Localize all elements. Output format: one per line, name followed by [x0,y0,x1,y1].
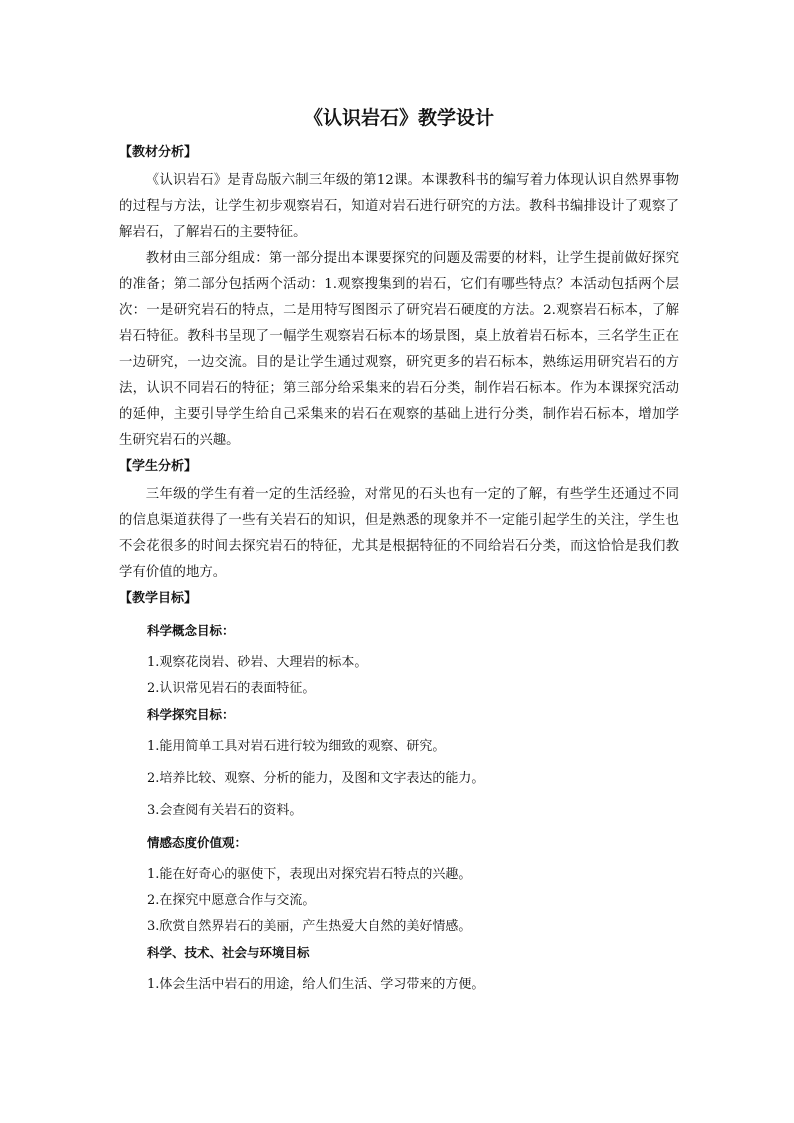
subheading-concept-goals: 科学概念目标： [147,623,235,638]
section-heading-student-analysis: 【学生分析】 [119,459,198,474]
list-item: 2.培养比较、观察、分析的能力，及图和文字表达的能力。 [147,771,485,786]
paragraph: 三年级的学生有着一定的生活经验，对常见的石头也有一定的了解，有些学生还通过不同的信息渠道获得了一些有关岩石的知识，但是熟悉的现象并不一定能引起学生的关注，学生也不会花很多的时间去探究岩石的特征，尤其是根据特征的不同给岩石分类，而这恰恰是我们教学有价值的地方。 [119,487,679,580]
list-item: 3.欣赏自然界岩石的美丽，产生热爱大自然的美好情感。 [147,919,472,934]
list-item: 1.观察花岗岩、砂岩、大理岩的标本。 [147,655,368,670]
paragraph: 《认识岩石》是青岛版六制三年级的第12课。本课教科书的编写着力体现认识自然界事物的过程与方法，让学生初步观察岩石，知道对岩石进行研究的方法。教科书编排设计了观察了解岩石，了解岩石的主要特征。 [119,173,679,240]
section-heading-textbook-analysis: 【教材分析】 [119,145,198,160]
document-title: 《认识岩石》教学设计 [303,107,494,129]
subheading-sts-goals: 科学、技术、社会与环境目标 [147,945,310,960]
list-item: 1.能在好奇心的驱使下，表现出对探究岩石特点的兴趣。 [147,867,472,882]
list-item: 1.能用简单工具对岩石进行较为细致的观察、研究。 [147,739,446,754]
list-item: 1.体会生活中岩石的用途，给人们生活、学习带来的方便。 [147,977,485,992]
document-page [119,100,679,998]
list-item: 2.在探究中愿意合作与交流。 [147,893,316,908]
paragraph: 教材由三部分组成：第一部分提出本课要探究的问题及需要的材料，让学生提前做好探究的准备；第二部分包括两个活动：1.观察搜集到的岩石，它们有哪些特点？本活动包括两个层次：一是研究岩石的特点，二是用特写图图示了研究岩石硬度的方法。2.观察岩石标本，了解岩石特征。教科书呈现了一幅学生观察岩石标本的场景图，桌上放着岩石标本，三名学生正在一边研究，一边交流。目的是让学生通过观察，研究更多的岩石标本，熟练运用研究岩石的方法，认识不同岩石的特征；第三部分给采集来的岩石分类，制作岩石标本。作为本课探究活动的延伸，主要引导学生给自己采集来的岩石在观察的基础上进行分类，制作岩石标本，增加学生研究岩石的兴趣。 [119,251,679,448]
list-item: 3.会查阅有关岩石的资料。 [147,803,303,818]
section-heading-teaching-goals: 【教学目标】 [119,591,198,606]
list-item: 2.认识常见岩石的表面特征。 [147,681,316,696]
subheading-inquiry-goals: 科学探究目标： [147,707,235,722]
subheading-attitude-goals: 情感态度价值观： [147,835,248,850]
